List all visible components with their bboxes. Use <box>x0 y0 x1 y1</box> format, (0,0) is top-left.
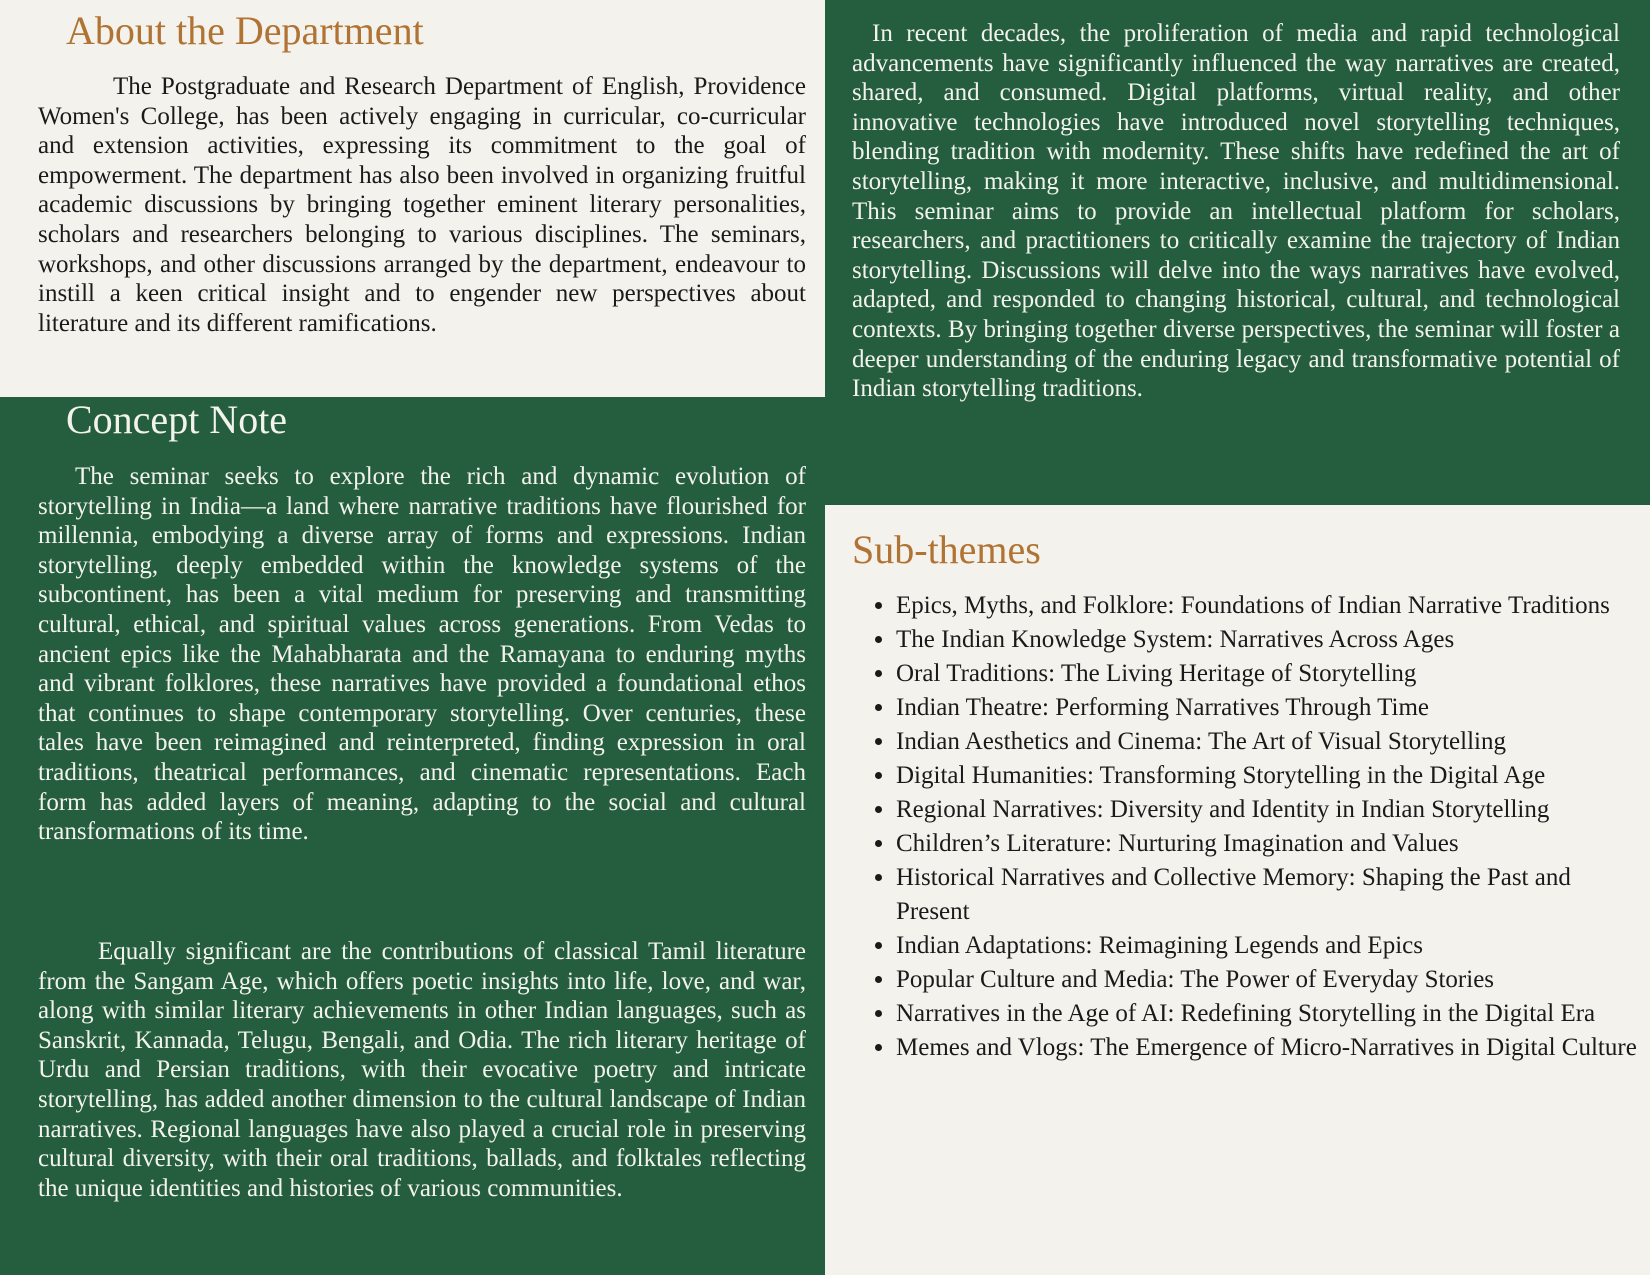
sub-theme-item: • Memes and Vlogs: The Emergence of Micro-Narratives in Digital Culture <box>896 1031 1646 1065</box>
sub-theme-item: • Narratives in the Age of AI: Redefining Storytelling in the Digital Era <box>896 997 1646 1031</box>
sub-theme-item: • Popular Culture and Media: The Power of Everyday Stories <box>896 963 1646 997</box>
sub-themes-list <box>846 589 1646 1065</box>
sub-themes-heading: Sub-themes <box>852 527 1041 572</box>
sub-theme-item: • Historical Narratives and Collective Memory: Shaping the Past and Present <box>896 861 1646 929</box>
sub-theme-item: • Children’s Literature: Nurturing Imagination and Values <box>896 827 1646 861</box>
sub-theme-item: • Indian Adaptations: Reimagining Legends and Epics <box>896 929 1646 963</box>
concept-paragraph-2: Equally significant are the contributions of classical Tamil literature from the Sangam Age, which offers poetic insights into life, love, and war, along with similar literary achievements in other Indian languages, such as Sanskrit, Kannada, Telugu, Bengali, and Odia. The rich literary heritage of Urdu and Persian traditions, with their evocative poetry and intricate storytelling, has added another dimension to the cultural landscape of Indian narratives. Regional languages have also played a crucial role in preserving cultural diversity, with their oral traditions, ballads, and folktales reflecting the unique identities and histories of various communities. <box>38 938 806 1202</box>
sub-theme-item: • The Indian Knowledge System: Narratives Across Ages <box>896 623 1646 657</box>
about-heading: About the Department <box>66 8 424 53</box>
about-paragraph: The Postgraduate and Research Department of English, Providence Women's College, has been actively engaging in curricular, co-curricular and extension activities, expressing its commitment to the goal of empowerment. The department has also been involved in organizing fruitful academic discussions by bringing together eminent literary personalities, scholars and researchers belonging to various disciplines. The seminars, workshops, and other discussions arranged by the department, endeavour to instill a keen critical insight and to engender new perspectives about literature and its different ramifications. <box>38 73 806 337</box>
concept-note-section <box>0 397 825 1275</box>
about-section <box>0 0 825 397</box>
concept-paragraph-1: The seminar seeks to explore the rich and dynamic evolution of storytelling in India—a land where narrative traditions have flourished for millennia, embodying a diverse array of forms and expressions. Indian storytelling, deeply embedded within the knowledge systems of the subcontinent, has been a vital medium for preserving and transmitting cultural, ethical, and spiritual values across generations. From Vedas to ancient epics like the Mahabharata and the Ramayana to enduring myths and vibrant folklores, these narratives have provided a foundational ethos that continues to shape contemporary storytelling. Over centuries, these tales have been reimagined and reinterpreted, finding expression in oral traditions, theatrical performances, and cinematic representations. Each form has added layers of meaning, adapting to the social and cultural transformations of its time. <box>38 463 806 846</box>
sub-theme-item: • Oral Traditions: The Living Heritage of Storytelling <box>896 657 1646 691</box>
sub-theme-item: • Digital Humanities: Transforming Storytelling in the Digital Age <box>896 759 1646 793</box>
sub-theme-item: • Regional Narratives: Diversity and Identity in Indian Storytelling <box>896 793 1646 827</box>
sub-themes-section <box>825 505 1650 1275</box>
sub-theme-item: • Epics, Myths, and Folklore: Foundations of Indian Narrative Traditions <box>896 589 1646 623</box>
concept-note-heading: Concept Note <box>66 397 288 442</box>
sub-theme-item: • Indian Theatre: Performing Narratives Through Time <box>896 691 1646 725</box>
concept-continued-section <box>825 0 1650 505</box>
sub-theme-item: • Indian Aesthetics and Cinema: The Art of Visual Storytelling <box>896 725 1646 759</box>
concept-paragraph-3: In recent decades, the proliferation of media and rapid technological advancements have significantly influenced the way narratives are created, shared, and consumed. Digital platforms, virtual reality, and other innovative technologies have introduced novel storytelling techniques, blending tradition with modernity. These shifts have redefined the art of storytelling, making it more interactive, inclusive, and multidimensional. This seminar aims to provide an intellectual platform for scholars, researchers, and practitioners to critically examine the trajectory of Indian storytelling. Discussions will delve into the ways narratives have evolved, adapted, and responded to changing historical, cultural, and technological contexts. By bringing together diverse perspectives, the seminar will foster a deeper understanding of the enduring legacy and transformative potential of Indian storytelling traditions. <box>852 20 1620 403</box>
